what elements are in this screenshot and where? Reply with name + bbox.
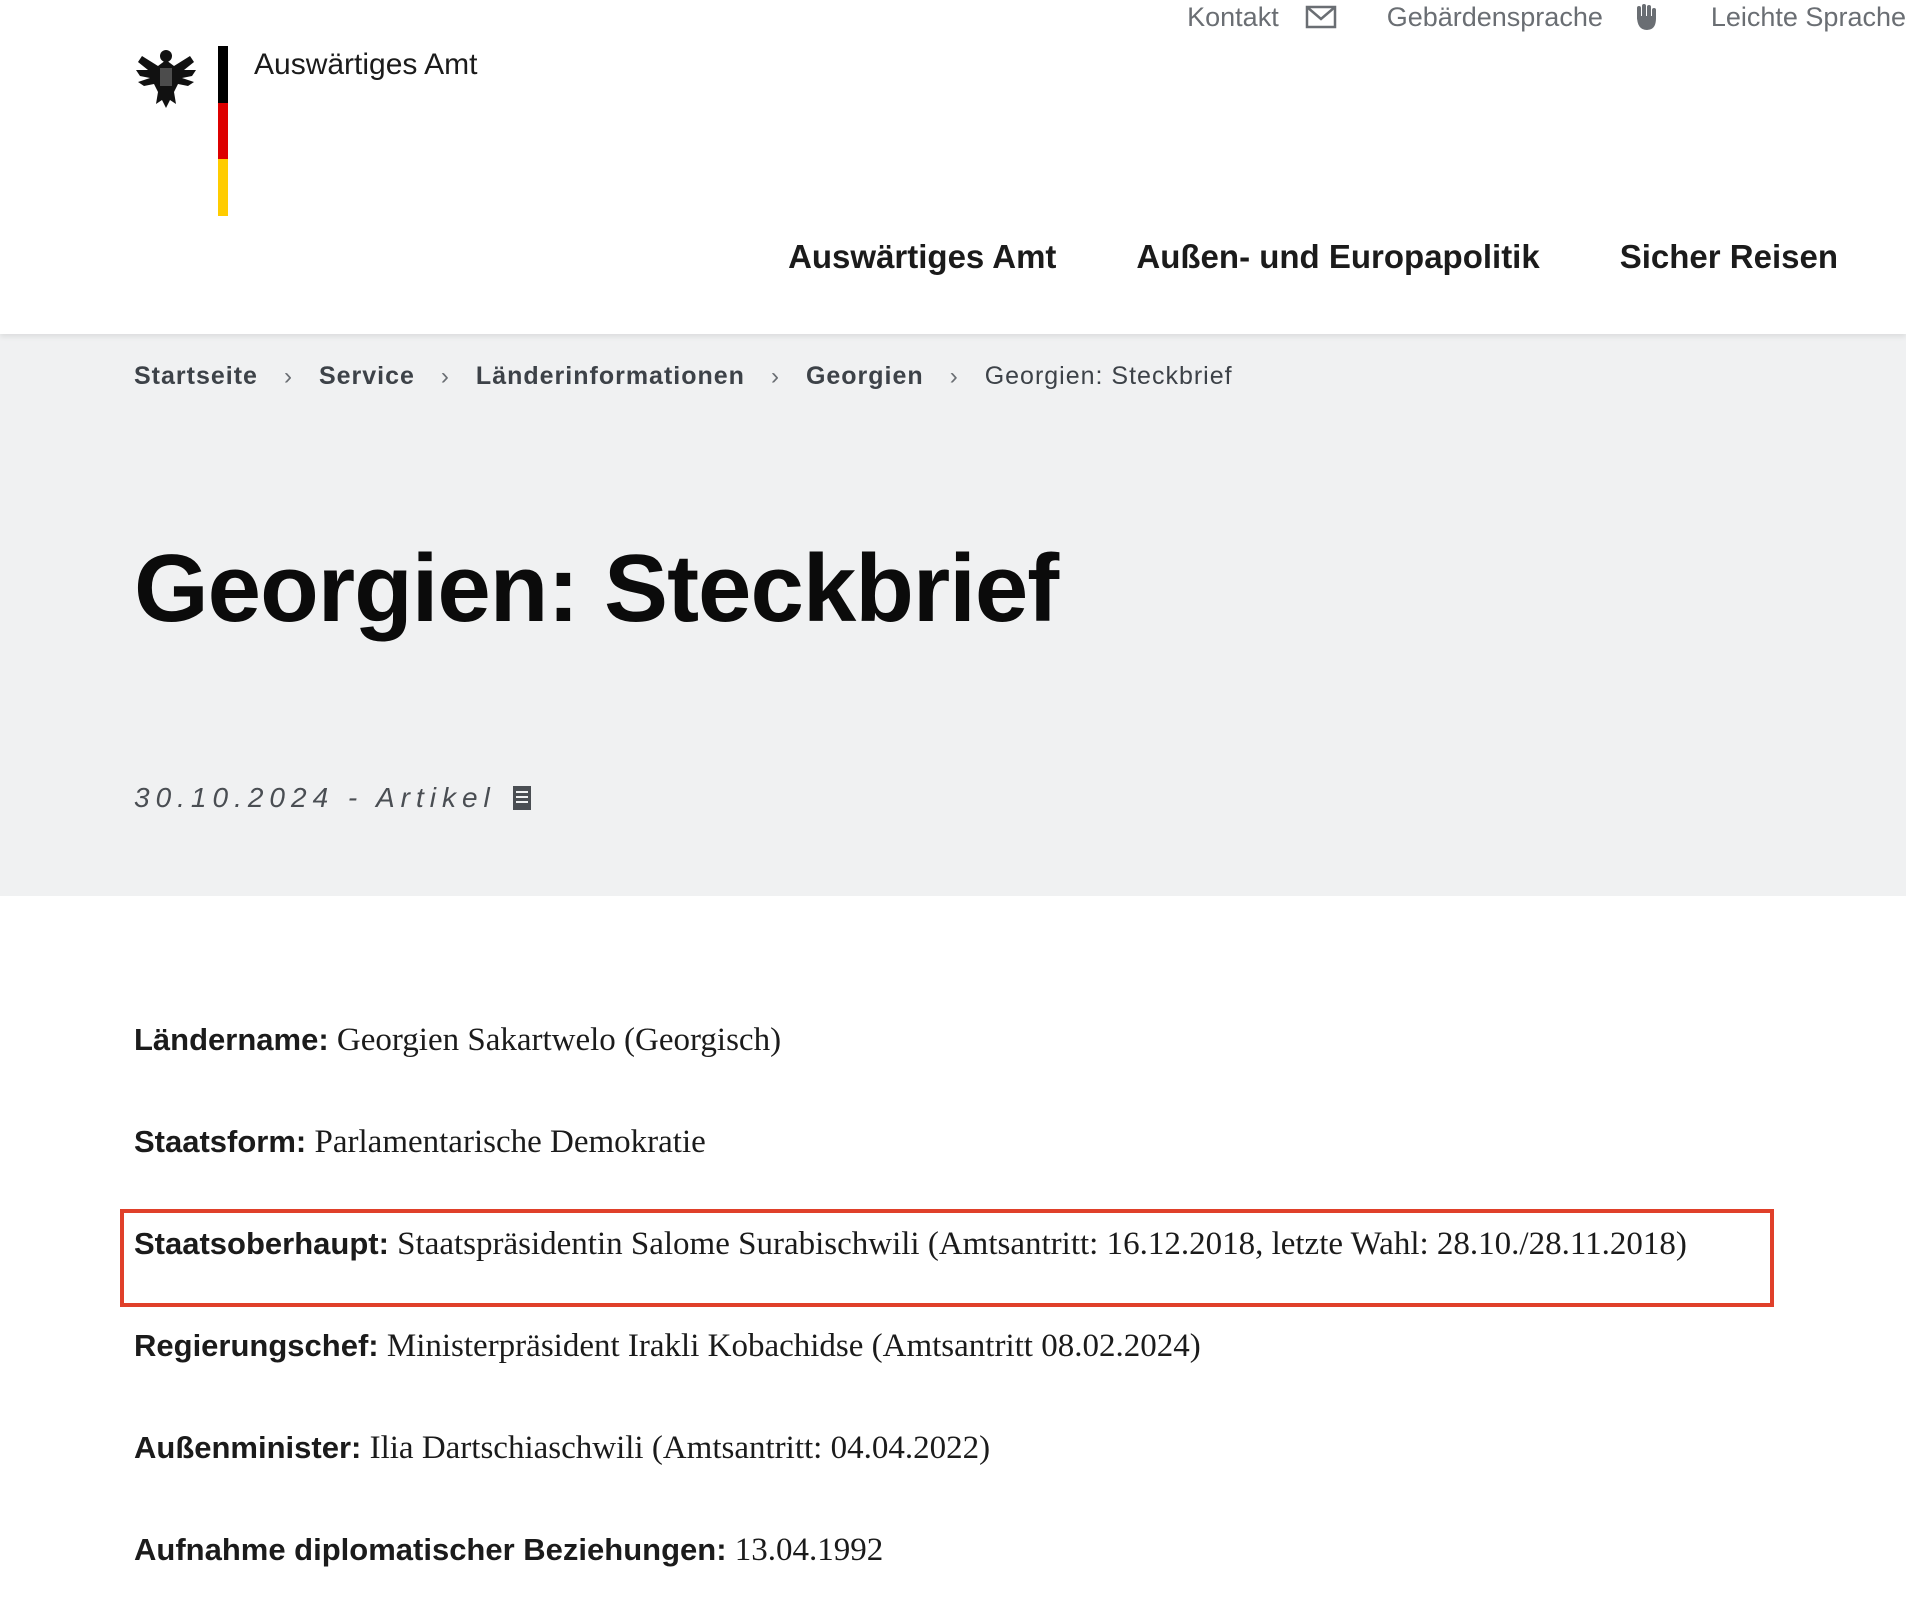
easy-language-link[interactable] (1661, 2, 1906, 33)
site-header (0, 0, 1906, 334)
sign-language-link[interactable] (1337, 2, 1661, 33)
chevron-right-icon: › (770, 362, 780, 390)
breadcrumb-georgien[interactable]: Georgien (805, 362, 924, 390)
site-logo[interactable] (134, 46, 477, 216)
main-nav (788, 238, 1838, 276)
flag-bar (218, 46, 228, 216)
fact-value: Parlamentarische Demokratie (306, 1124, 706, 1160)
fact-label: Außenminister: (134, 1430, 362, 1465)
breadcrumb (134, 362, 1233, 391)
breadcrumb-current: Georgien: Steckbrief (984, 362, 1233, 390)
breadcrumb-service[interactable]: Service (318, 362, 415, 390)
fact-value: 13.04.1992 (726, 1532, 884, 1568)
federal-eagle-icon (134, 46, 198, 110)
nav-sicher-reisen[interactable]: Sicher Reisen (1619, 238, 1838, 275)
fact-head-of-state (134, 1226, 1687, 1263)
fact-foreign-minister (134, 1430, 990, 1467)
breadcrumb-laenderinformationen[interactable]: Länderinformationen (475, 362, 745, 390)
hand-icon (1629, 4, 1661, 30)
fact-value: Staatspräsidentin Salome Surabischwili (Amtsantritt: 16.12.2018, letzte Wahl: 28.10./28.11.2018) (388, 1226, 1687, 1262)
page-hero (0, 334, 1906, 896)
document-icon (512, 785, 532, 811)
fact-head-of-government (134, 1328, 1201, 1365)
article-meta (134, 782, 532, 814)
flag-stripe-black (218, 46, 228, 103)
fact-label: Ländername: (134, 1022, 329, 1057)
chevron-right-icon: › (283, 362, 293, 390)
nav-aussen-und-europapolitik[interactable]: Außen- und Europapolitik (1136, 238, 1540, 275)
fact-label: Staatsoberhaupt: (134, 1226, 389, 1261)
utility-nav (1137, 0, 1906, 34)
fact-label: Aufnahme diplomatischer Beziehungen: (134, 1532, 727, 1567)
easy-language-label: Leichte Sprache (1710, 1, 1906, 32)
fact-label: Regierungschef: (134, 1328, 379, 1363)
fact-value: Ministerpräsident Irakli Kobachidse (Amtsantritt 08.02.2024) (378, 1328, 1201, 1364)
nav-auswaertiges-amt[interactable]: Auswärtiges Amt (788, 238, 1057, 275)
article-date-type: 30.10.2024 - Artikel (134, 782, 496, 813)
flag-stripe-gold (218, 159, 228, 216)
fact-value: Georgien Sakartwelo (Georgisch) (328, 1022, 782, 1058)
fact-diplomatic-relations (134, 1532, 883, 1569)
contact-label: Kontakt (1187, 1, 1279, 32)
fact-form-of-state (134, 1124, 706, 1161)
chevron-right-icon: › (949, 362, 959, 390)
sign-language-label: Gebärdensprache (1386, 1, 1603, 32)
fact-value: Ilia Dartschiaschwili (Amtsantritt: 04.04.2022) (361, 1430, 991, 1466)
mail-icon (1305, 4, 1337, 30)
fact-label: Staatsform: (134, 1124, 307, 1159)
page-title: Georgien: Steckbrief (134, 535, 1059, 642)
fact-country-name (134, 1022, 781, 1059)
contact-link[interactable] (1137, 2, 1337, 33)
breadcrumb-startseite[interactable]: Startseite (134, 362, 258, 390)
chevron-right-icon: › (440, 362, 450, 390)
flag-stripe-red (218, 103, 228, 160)
site-name: Auswärtiges Amt (254, 48, 478, 81)
